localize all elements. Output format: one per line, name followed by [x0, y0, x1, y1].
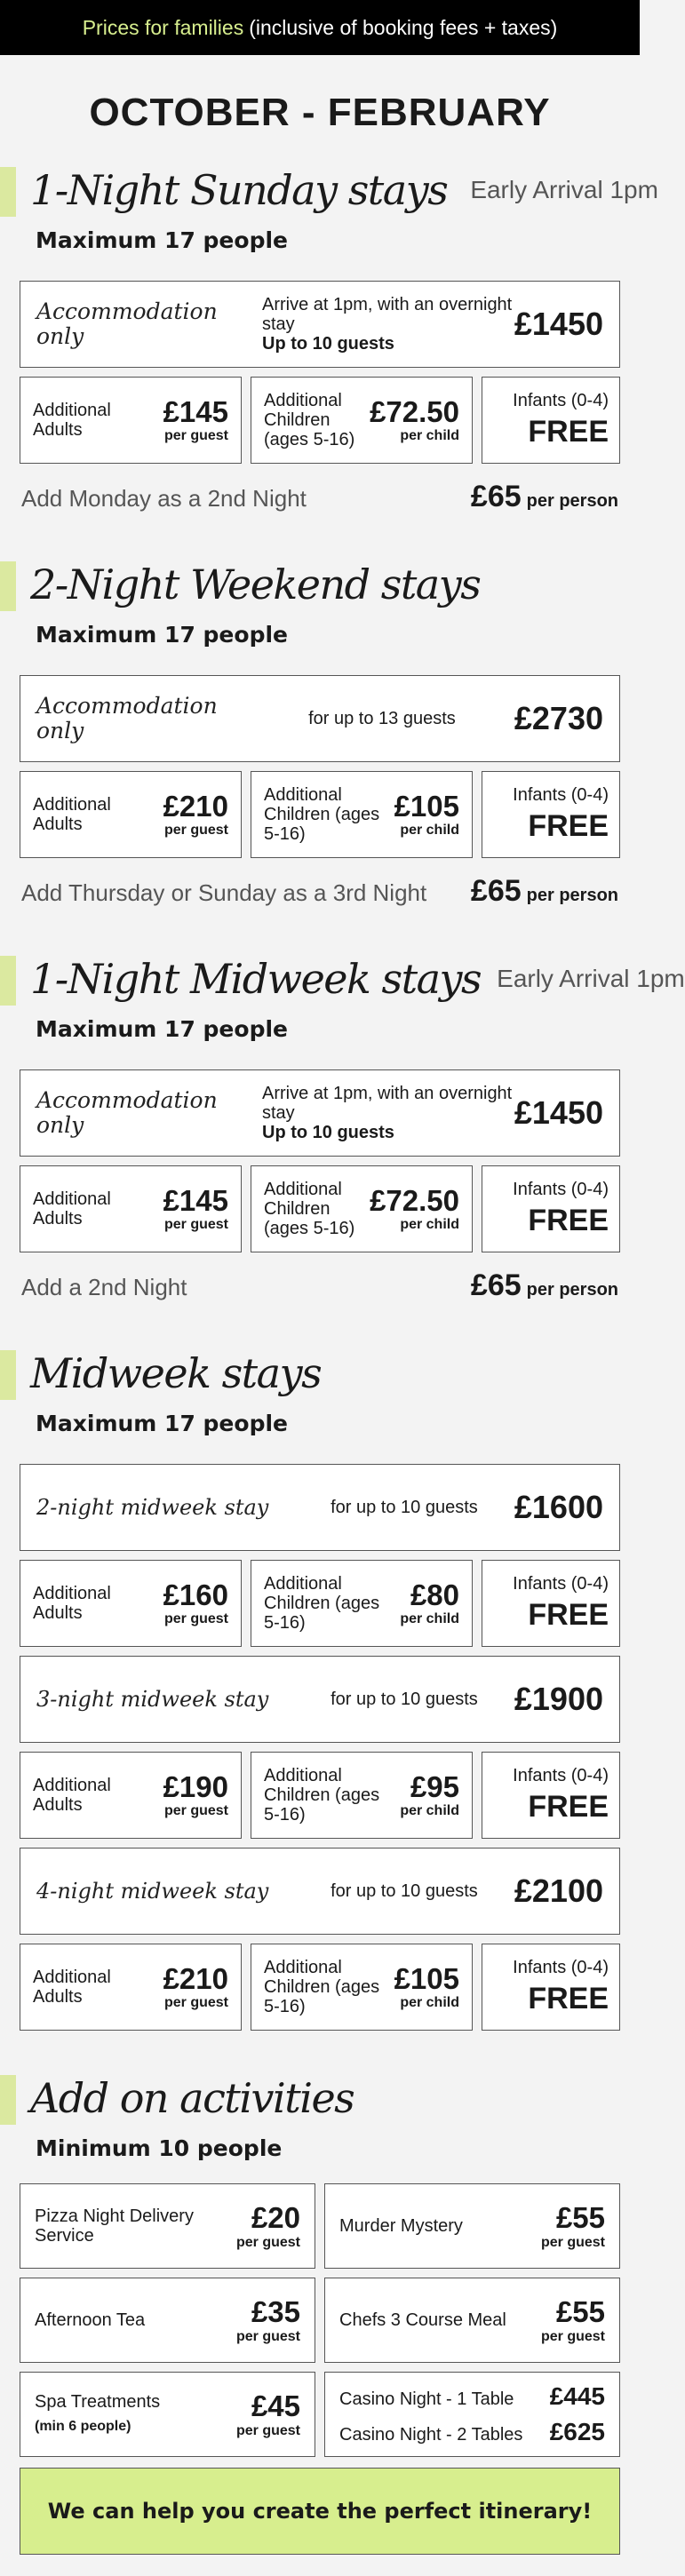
children-label: Additional Children (ages 5-16) — [264, 785, 380, 844]
accommodation-card[interactable] — [20, 675, 620, 762]
extra-night-unit: per person — [526, 491, 618, 511]
option-description: for up to 10 guests — [331, 1690, 478, 1709]
extra-night-label: Add Thursday or Sunday as a 3rd Night — [21, 879, 427, 906]
adults-unit: per guest — [163, 1803, 228, 1818]
activities-grid — [20, 2183, 620, 2457]
section-header — [0, 158, 658, 222]
option-description: for up to 10 guests — [331, 1498, 478, 1517]
infants-price: FREE — [528, 1204, 609, 1237]
adults-amount: £160 — [163, 1578, 228, 1611]
adults-price — [163, 396, 228, 444]
section-header — [0, 2066, 620, 2130]
children-unit: per child — [400, 1803, 459, 1818]
section-midweek-1-night — [0, 947, 685, 1315]
section-activities — [0, 2066, 640, 2555]
adults-amount: £190 — [163, 1770, 228, 1803]
infants-price: FREE — [528, 1790, 609, 1824]
section-title: 1-Night Midweek stays — [30, 955, 482, 1003]
additional-adults-card[interactable] — [20, 1752, 242, 1839]
activity-label: Pizza Night Delivery Service — [35, 2206, 194, 2246]
extra-night-amount: £65 — [470, 874, 522, 908]
option-description: for up to 10 guests — [331, 1881, 478, 1901]
adults-price — [163, 1771, 228, 1819]
children-unit: per child — [400, 428, 459, 443]
accommodation-description — [250, 295, 514, 354]
option-label: 4-night midweek stay — [36, 1879, 269, 1904]
accommodation-card[interactable] — [20, 1069, 620, 1157]
extra-night-line — [20, 480, 620, 526]
extra-night-unit: per person — [526, 886, 618, 905]
activity-unit: per guest — [235, 2329, 300, 2344]
adults-label: Additional Adults — [33, 795, 111, 834]
option-price: £1900 — [514, 1681, 603, 1717]
adults-amount: £210 — [163, 1962, 228, 1995]
children-amount: £105 — [394, 790, 459, 823]
adults-unit: per guest — [163, 823, 228, 838]
infants-label: Infants (0-4) — [513, 391, 609, 410]
infants-card[interactable] — [482, 1944, 620, 2031]
activity-label: Chefs 3 Course Meal — [339, 2310, 506, 2330]
section-header — [0, 553, 620, 616]
activity-unit: per guest — [235, 2423, 300, 2438]
additional-children-card[interactable] — [251, 1752, 473, 1839]
max-people: Maximum 17 people — [36, 1411, 288, 1436]
activity-unit: per guest — [540, 2235, 605, 2250]
activity-label — [35, 2392, 236, 2437]
option-label: 2-night midweek stay — [36, 1495, 269, 1520]
children-amount: £95 — [410, 1770, 459, 1803]
season-heading: OCTOBER - FEBRUARY — [89, 91, 551, 134]
extra-guest-prices — [20, 1944, 620, 2031]
adults-unit: per guest — [163, 1995, 228, 2010]
activity-label: Murder Mystery — [339, 2216, 463, 2236]
additional-children-card[interactable] — [251, 1944, 473, 2031]
activity-card[interactable] — [324, 2183, 620, 2269]
option-label: 3-night midweek stay — [36, 1687, 269, 1712]
children-label: Additional Children (ages 5-16) — [264, 391, 355, 449]
accommodation-price: £2730 — [514, 700, 603, 736]
activity-note: (min 6 people) — [35, 2419, 131, 2434]
section-title: 1-Night Sunday stays — [30, 166, 448, 214]
casino-row — [339, 2382, 605, 2411]
activity-unit: per guest — [540, 2329, 605, 2344]
activity-card[interactable] — [20, 2183, 315, 2269]
accommodation-description: for up to 13 guests — [308, 709, 456, 728]
extra-night-label: Add a 2nd Night — [21, 1274, 187, 1300]
extra-guest-prices — [20, 1560, 620, 1647]
adults-amount: £210 — [163, 790, 228, 823]
activity-price — [236, 2295, 300, 2345]
infants-label: Infants (0-4) — [513, 1180, 609, 1199]
extra-night-unit: per person — [526, 1280, 618, 1300]
children-price — [400, 1771, 459, 1819]
infants-label: Infants (0-4) — [513, 1574, 609, 1594]
adults-unit: per guest — [163, 1611, 228, 1626]
children-price — [370, 396, 459, 444]
section-subtitle: Early Arrival 1pm — [497, 965, 685, 992]
section-title: 2-Night Weekend stays — [30, 561, 481, 608]
children-label: Additional Children (ages 5-16) — [264, 1958, 380, 2016]
children-amount: £72.50 — [370, 1184, 459, 1217]
activity-label-text: Spa Treatments — [35, 2392, 161, 2412]
pricing-banner — [0, 0, 640, 55]
section-title: Add on activities — [30, 2074, 354, 2122]
infants-price: FREE — [528, 415, 609, 449]
adults-label: Additional Adults — [33, 1968, 111, 2007]
casino-row — [339, 2418, 605, 2446]
children-unit: per child — [400, 1611, 459, 1626]
casino-night-card[interactable] — [324, 2372, 620, 2457]
activity-card[interactable] — [324, 2278, 620, 2363]
adults-price — [163, 1579, 228, 1627]
accommodation-label: Accommodation only — [36, 1087, 218, 1138]
section-midweek — [0, 1341, 640, 2031]
activity-label: Afternoon Tea — [35, 2310, 146, 2330]
children-label: Additional Children (ages 5-16) — [264, 1574, 380, 1633]
activity-price — [236, 2389, 300, 2439]
max-people: Maximum 17 people — [36, 1016, 288, 1042]
infants-card[interactable] — [482, 1165, 620, 1252]
additional-adults-card[interactable] — [20, 377, 242, 464]
children-price — [394, 791, 459, 839]
additional-adults-card[interactable] — [20, 1165, 242, 1252]
itinerary-cta-button[interactable]: We can help you create the perfect itinerary! — [20, 2468, 620, 2555]
extra-night-label: Add Monday as a 2nd Night — [21, 485, 307, 512]
min-people: Minimum 10 people — [36, 2135, 283, 2161]
accommodation-guest-limit: Up to 10 guests — [262, 1123, 394, 1142]
section-header — [0, 947, 685, 1011]
adults-unit: per guest — [163, 1217, 228, 1232]
additional-adults-card[interactable] — [20, 771, 242, 858]
extra-guest-prices — [20, 1165, 620, 1252]
children-amount: £72.50 — [370, 395, 459, 428]
activity-amount: £35 — [251, 2295, 300, 2328]
adults-unit: per guest — [163, 428, 228, 443]
accommodation-price: £1450 — [514, 1094, 603, 1131]
additional-adults-card[interactable] — [20, 1560, 242, 1647]
midweek-option-card[interactable] — [20, 1848, 620, 1935]
infants-label: Infants (0-4) — [513, 1766, 609, 1785]
additional-children-card[interactable] — [251, 377, 473, 464]
activity-card[interactable] — [20, 2372, 315, 2457]
infants-card[interactable] — [482, 1752, 620, 1839]
children-amount: £80 — [410, 1578, 459, 1611]
extra-guest-prices — [20, 771, 620, 858]
children-label: Additional Children (ages 5-16) — [264, 1180, 355, 1238]
infants-price: FREE — [528, 809, 609, 843]
infants-card[interactable] — [482, 771, 620, 858]
additional-children-card[interactable] — [251, 1560, 473, 1647]
banner-text: (inclusive of booking fees + taxes) — [249, 15, 558, 39]
adults-label: Additional Adults — [33, 401, 111, 440]
accommodation-desc-text: Arrive at 1pm, with an overnight stay — [262, 1084, 513, 1123]
activity-price — [541, 2201, 605, 2251]
accommodation-card[interactable] — [20, 281, 620, 368]
section-accent-bar — [0, 561, 16, 611]
extra-night-line — [20, 1268, 620, 1315]
children-unit: per child — [400, 823, 459, 838]
accommodation-label: Accommodation only — [36, 693, 218, 743]
casino-label: Casino Night - 2 Tables — [339, 2425, 523, 2445]
section-header — [0, 1341, 620, 1405]
adults-label: Additional Adults — [33, 1189, 111, 1228]
extra-night-amount: £65 — [470, 480, 522, 513]
adults-amount: £145 — [163, 395, 228, 428]
max-people: Maximum 17 people — [36, 227, 288, 253]
section-title: Midweek stays — [30, 1349, 322, 1397]
extra-guest-prices — [20, 377, 620, 464]
max-people: Maximum 17 people — [36, 622, 288, 648]
extra-night-amount: £65 — [470, 1268, 522, 1302]
accommodation-price: £1450 — [514, 306, 603, 342]
infants-price: FREE — [528, 1982, 609, 2015]
midweek-option-card[interactable] — [20, 1464, 620, 1551]
section-accent-bar — [0, 1350, 16, 1400]
banner-accent-text: Prices for families — [82, 15, 244, 39]
children-amount: £105 — [394, 1962, 459, 1995]
activity-card[interactable] — [20, 2278, 315, 2363]
casino-label: Casino Night - 1 Table — [339, 2389, 514, 2409]
additional-adults-card[interactable] — [20, 1944, 242, 2031]
option-price: £2100 — [514, 1872, 603, 1909]
accommodation-label: Accommodation only — [36, 298, 218, 349]
extra-guest-prices — [20, 1752, 620, 1839]
adults-price — [163, 791, 228, 839]
section-accent-bar — [0, 2075, 16, 2125]
section-subtitle: Early Arrival 1pm — [470, 176, 658, 203]
extra-night-price — [471, 1268, 618, 1303]
activity-price — [236, 2201, 300, 2251]
activity-amount: £55 — [555, 2295, 605, 2328]
children-price — [370, 1185, 459, 1233]
children-label: Additional Children (ages 5-16) — [264, 1766, 380, 1825]
infants-card[interactable] — [482, 1560, 620, 1647]
section-sunday — [0, 158, 658, 526]
adults-label: Additional Adults — [33, 1584, 111, 1623]
section-weekend — [0, 553, 640, 920]
adults-price — [163, 1963, 228, 2011]
accommodation-desc-text: Arrive at 1pm, with an overnight stay — [262, 295, 513, 334]
accommodation-guest-limit: Up to 10 guests — [262, 334, 394, 354]
section-accent-bar — [0, 956, 16, 1006]
activity-amount: £45 — [251, 2389, 300, 2422]
infants-label: Infants (0-4) — [513, 1958, 609, 1977]
activity-price — [541, 2295, 605, 2345]
adults-price — [163, 1185, 228, 1233]
activity-unit: per guest — [235, 2235, 300, 2250]
infants-card[interactable] — [482, 377, 620, 464]
infants-label: Infants (0-4) — [513, 785, 609, 805]
children-unit: per child — [400, 1995, 459, 2010]
section-accent-bar — [0, 167, 16, 217]
midweek-option-card[interactable] — [20, 1656, 620, 1743]
adults-label: Additional Adults — [33, 1776, 111, 1815]
infants-price: FREE — [528, 1598, 609, 1632]
casino-price: £625 — [549, 2418, 605, 2445]
casino-price: £445 — [549, 2382, 605, 2410]
adults-amount: £145 — [163, 1184, 228, 1217]
children-price — [400, 1579, 459, 1627]
option-price: £1600 — [514, 1489, 603, 1525]
activity-amount: £55 — [555, 2201, 605, 2234]
children-unit: per child — [400, 1217, 459, 1232]
extra-night-line — [20, 874, 620, 920]
children-price — [394, 1963, 459, 2011]
additional-children-card[interactable] — [251, 1165, 473, 1252]
additional-children-card[interactable] — [251, 771, 473, 858]
extra-night-price — [471, 874, 618, 909]
activity-amount: £20 — [251, 2201, 300, 2234]
accommodation-description — [250, 1084, 514, 1142]
extra-night-price — [471, 480, 618, 514]
